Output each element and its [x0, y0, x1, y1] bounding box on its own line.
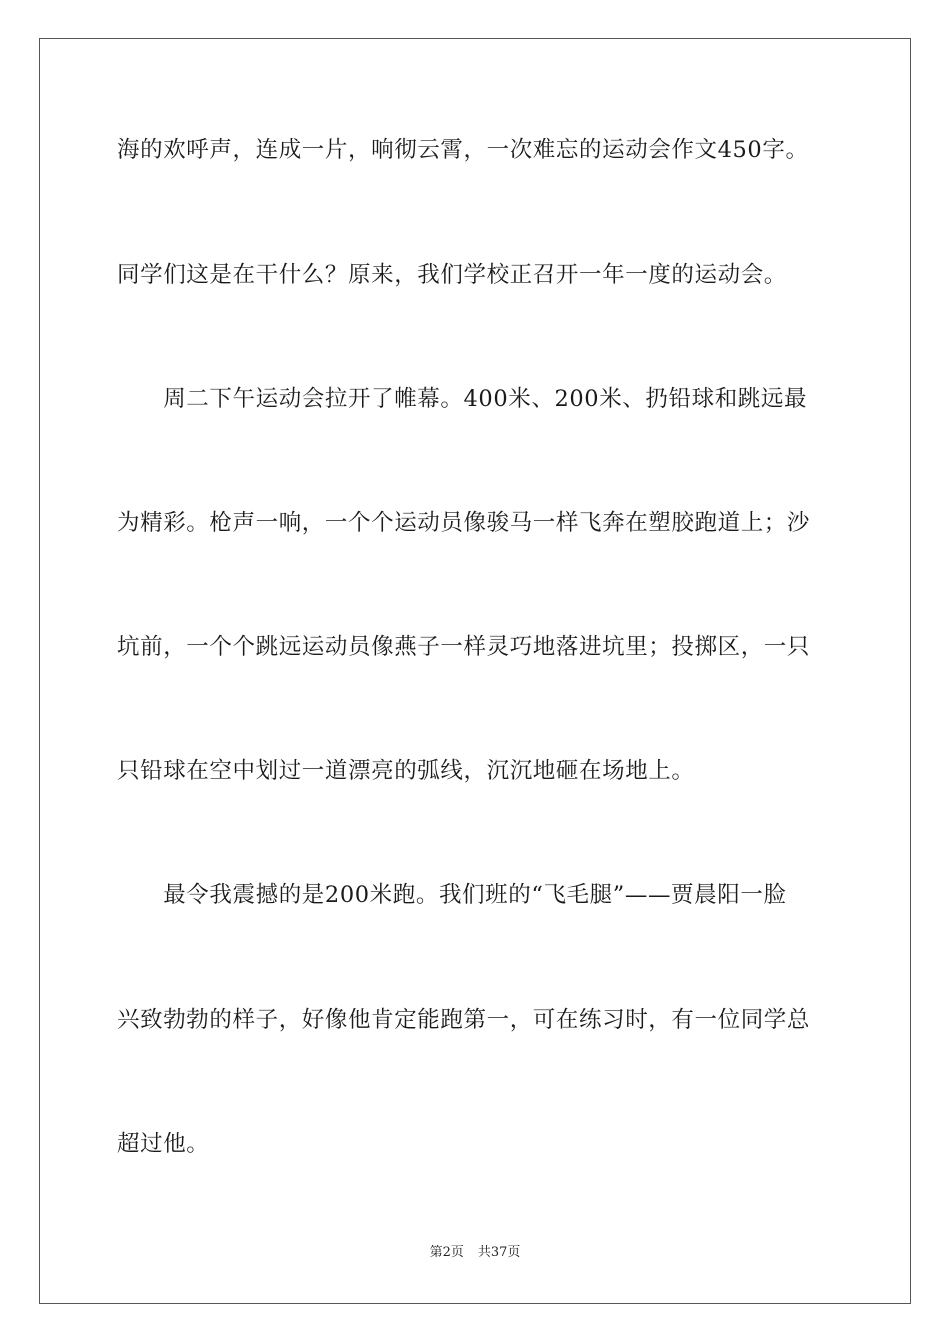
text-line-1: 海的欢呼声，连成一片，响彻云霄，一次难忘的运动会作文450字。: [117, 137, 809, 163]
text-line-8: 兴致勃勃的样子，好像他肯定能跑第一，可在练习时，有一位同学总: [117, 1007, 811, 1033]
text-line-3: 周二下午运动会拉开了帷幕。400米、200米、扔铅球和跳远最: [117, 386, 808, 412]
text-line-7: 最令我震撼的是200米跑。我们班的“飞毛腿”——贾晨阳一脸: [117, 882, 787, 908]
page-footer: [0, 1244, 950, 1262]
text-line-6: 只铅球在空中划过一道漂亮的弧线，沉沉地砸在场地上。: [117, 758, 695, 784]
total-pages-label: 共37页: [477, 1245, 521, 1260]
text-line-4: 为精彩。枪声一响，一个个运动员像骏马一样飞奔在塑胶跑道上；沙: [117, 510, 811, 536]
text-line-5: 坑前，一个个跳远运动员像燕子一样灵巧地落进坑里；投掷区，一只: [117, 634, 811, 660]
page-border: [39, 38, 911, 1304]
text-line-2: 同学们这是在干什么？原来，我们学校正召开一年一度的运动会。: [117, 262, 787, 288]
text-line-9: 超过他。: [117, 1131, 210, 1157]
current-page-label: 第2页: [429, 1245, 464, 1260]
